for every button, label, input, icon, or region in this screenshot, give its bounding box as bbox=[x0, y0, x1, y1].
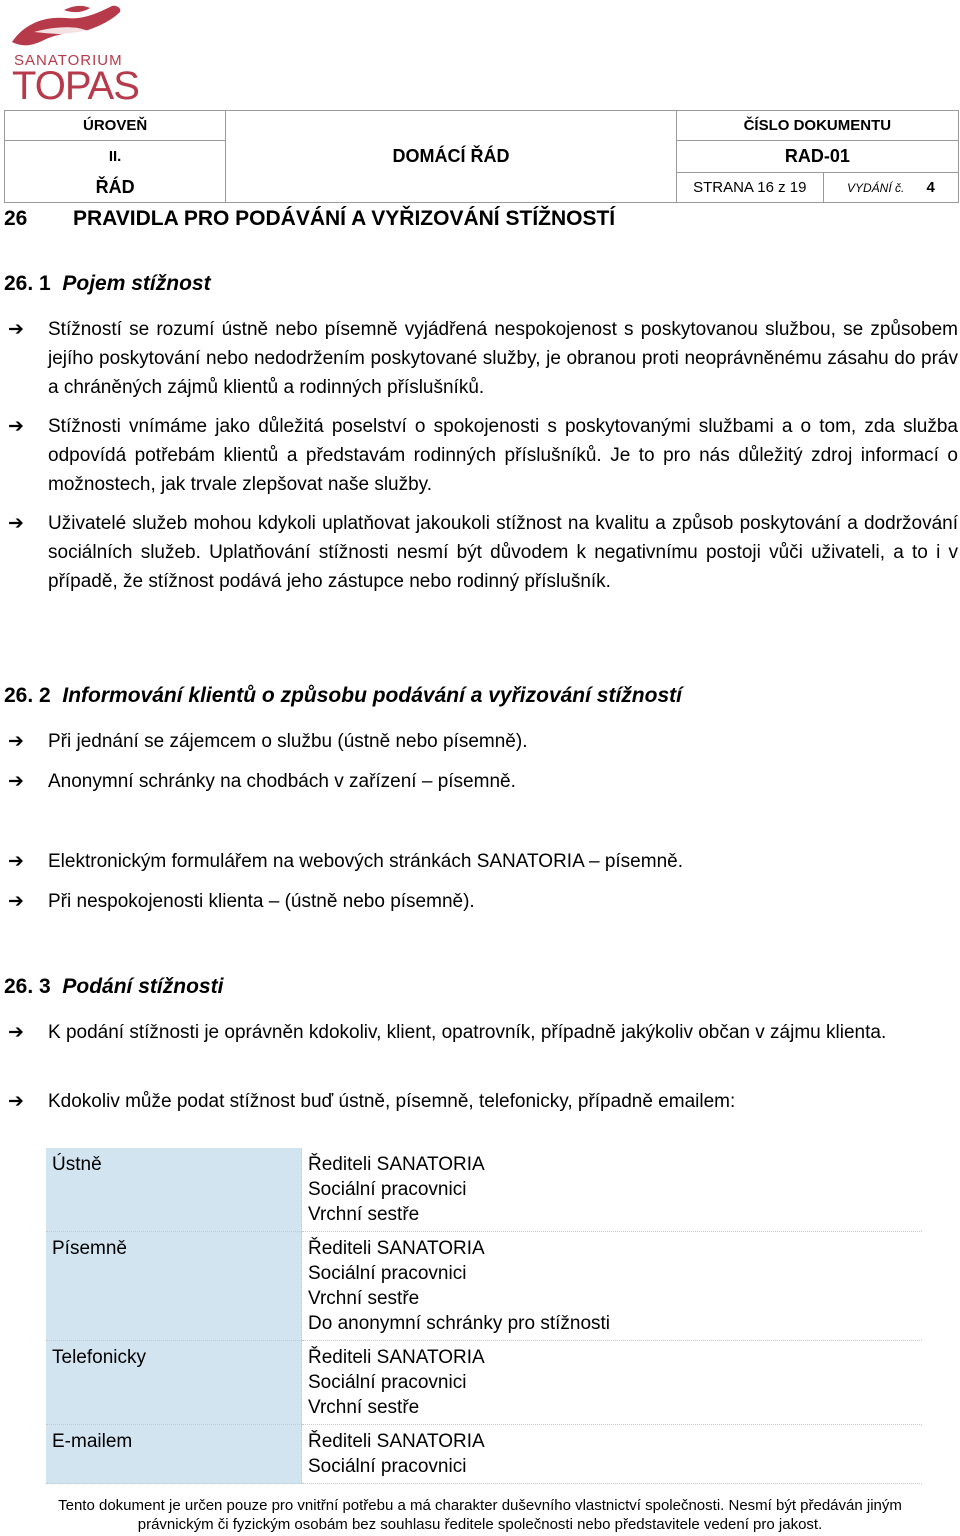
document-title: DOMÁCÍ ŘÁD bbox=[226, 111, 676, 203]
list-item-text: Při nespokojenosti klienta – (ústně nebo písemně). bbox=[48, 891, 475, 912]
table-row bbox=[46, 1425, 922, 1484]
doc-number: RAD-01 bbox=[676, 141, 958, 173]
issue-cell bbox=[823, 173, 958, 203]
logo-text-topas: TOPAS bbox=[12, 64, 139, 108]
recipient: Vrchní sestře bbox=[308, 1204, 420, 1225]
list-item bbox=[4, 767, 958, 796]
subsection-title: Informování klientů o způsobu podávání a vyřizování stížností bbox=[62, 684, 682, 707]
subsection-number: 26. 1 bbox=[4, 272, 51, 295]
recipient: Řediteli SANATORIA bbox=[308, 1154, 485, 1175]
contact-recipients bbox=[302, 1232, 923, 1341]
subsection-heading-1 bbox=[4, 272, 211, 296]
list-item-text: Elektronickým formulářem na webových stránkách SANATORIA – písemně. bbox=[48, 851, 683, 872]
recipient: Vrchní sestře bbox=[308, 1397, 420, 1418]
list-item-text: Stížností se rozumí ústně nebo písemně vyjádřená nespokojenost s poskytovanou službou, se způsobem jejího poskytování nebo nedodržením poskytované služby, je obranou proti neoprávněnému zásahu do práv a chráněných zájmů klientů a rodinných příslušníků. bbox=[48, 319, 958, 398]
recipient: Řediteli SANATORIA bbox=[308, 1347, 485, 1368]
subsection-title: Pojem stížnost bbox=[62, 272, 211, 295]
arrow-bullet-icon: ➔ bbox=[8, 851, 24, 872]
list-item bbox=[4, 412, 958, 499]
recipient: Do anonymní schránky pro stížnosti bbox=[308, 1313, 611, 1334]
section-heading bbox=[4, 207, 615, 231]
arrow-bullet-icon: ➔ bbox=[8, 1022, 24, 1043]
list-item-text: Anonymní schránky na chodbách v zařízení – písemně. bbox=[48, 771, 516, 792]
recipient: Sociální pracovnici bbox=[308, 1179, 467, 1200]
sanatorium-topas-logo bbox=[4, 2, 139, 108]
complaint-contacts-table bbox=[46, 1148, 922, 1484]
contact-recipients bbox=[302, 1148, 923, 1232]
level-label: ÚROVEŇ bbox=[5, 111, 226, 141]
arrow-bullet-icon: ➔ bbox=[8, 1091, 24, 1112]
recipient: Sociální pracovnici bbox=[308, 1372, 467, 1393]
list-item bbox=[4, 315, 958, 402]
list-item-text: Stížnosti vnímáme jako důležitá poselství o spokojenosti s poskytovanými službami a o tom, zda služba odpovídá potřebám klientů a představám rodinných příslušníků. Je to pro nás důležitý zdroj informací o možnostech, jak trvale zlepšovat naše služby. bbox=[48, 416, 958, 495]
footer-line-1: Tento dokument je určen pouze pro vnitřní potřebu a má charakter duševního vlastnictví společnosti. Nesmí být předáván jiným bbox=[58, 1497, 902, 1514]
hands-logo-icon bbox=[4, 2, 128, 54]
list-item-text: Uživatelé služeb mohou kdykoli uplatňovat jakoukoli stížnost na kvalitu a způsob poskytování a dodržování sociálních služeb. Uplatňování stížnosti nesmí být důvodem k negativnímu postoji vůči uživateli, a to i v případě, že stížnost podává jeho zástupce nebo rodinný příslušník. bbox=[48, 513, 958, 592]
contact-method: Ústně bbox=[46, 1148, 302, 1232]
recipient: Sociální pracovnici bbox=[308, 1263, 467, 1284]
arrow-bullet-icon: ➔ bbox=[8, 771, 24, 792]
table-row bbox=[46, 1148, 922, 1232]
list-item bbox=[4, 1087, 958, 1116]
subsection-heading-3 bbox=[4, 975, 223, 999]
arrow-bullet-icon: ➔ bbox=[8, 513, 24, 534]
list-item-text: Kdokoliv může podat stížnost buď ústně, písemně, telefonicky, případně emailem: bbox=[48, 1091, 736, 1112]
table-row bbox=[46, 1341, 922, 1425]
list-item bbox=[4, 847, 958, 876]
recipient: Vrchní sestře bbox=[308, 1288, 420, 1309]
logo-text-sanatorium: SANATORIUM bbox=[14, 52, 123, 69]
list-item bbox=[4, 727, 958, 756]
recipient: Sociální pracovnici bbox=[308, 1456, 467, 1477]
section-number: 26 bbox=[4, 207, 28, 230]
subsection-number: 26. 3 bbox=[4, 975, 51, 998]
list-item bbox=[4, 509, 958, 596]
page-indicator: STRANA 16 z 19 bbox=[676, 173, 823, 203]
list-item-text: Při jednání se zájemcem o službu (ústně nebo písemně). bbox=[48, 731, 528, 752]
contact-method: E-mailem bbox=[46, 1425, 302, 1484]
subsection-number: 26. 2 bbox=[4, 684, 51, 707]
arrow-bullet-icon: ➔ bbox=[8, 731, 24, 752]
subsection-heading-2 bbox=[4, 684, 682, 708]
contact-recipients bbox=[302, 1425, 923, 1484]
contact-method: Písemně bbox=[46, 1232, 302, 1341]
list-item bbox=[4, 887, 958, 916]
table-row bbox=[46, 1232, 922, 1341]
recipient: Řediteli SANATORIA bbox=[308, 1238, 485, 1259]
recipient: Řediteli SANATORIA bbox=[308, 1431, 485, 1452]
level-value: II. bbox=[5, 141, 226, 173]
subsection-title: Podání stížnosti bbox=[62, 975, 224, 998]
contact-recipients bbox=[302, 1341, 923, 1425]
doc-number-label: ČÍSLO DOKUMENTU bbox=[676, 111, 958, 141]
arrow-bullet-icon: ➔ bbox=[8, 416, 24, 437]
arrow-bullet-icon: ➔ bbox=[8, 319, 24, 340]
contact-method: Telefonicky bbox=[46, 1341, 302, 1425]
list-item bbox=[4, 1018, 958, 1047]
footer-line-2: právnickým či fyzickým osobám bez souhlasu ředitele společnosti nebo představitele vedení pro jakost. bbox=[137, 1516, 823, 1533]
list-item-text: K podání stížnosti je oprávněn kdokoliv, klient, opatrovník, případně jakýkoliv občan v zájmu klienta. bbox=[48, 1022, 887, 1043]
document-header-table bbox=[4, 110, 959, 203]
issue-label: VYDÁNÍ č. bbox=[846, 181, 905, 195]
arrow-bullet-icon: ➔ bbox=[8, 891, 24, 912]
level-type: ŘÁD bbox=[5, 173, 226, 203]
issue-value: 4 bbox=[926, 179, 935, 196]
confidentiality-footer bbox=[4, 1496, 956, 1534]
section-title: PRAVIDLA PRO PODÁVÁNÍ A VYŘIZOVÁNÍ STÍŽNOSTÍ bbox=[73, 207, 616, 230]
